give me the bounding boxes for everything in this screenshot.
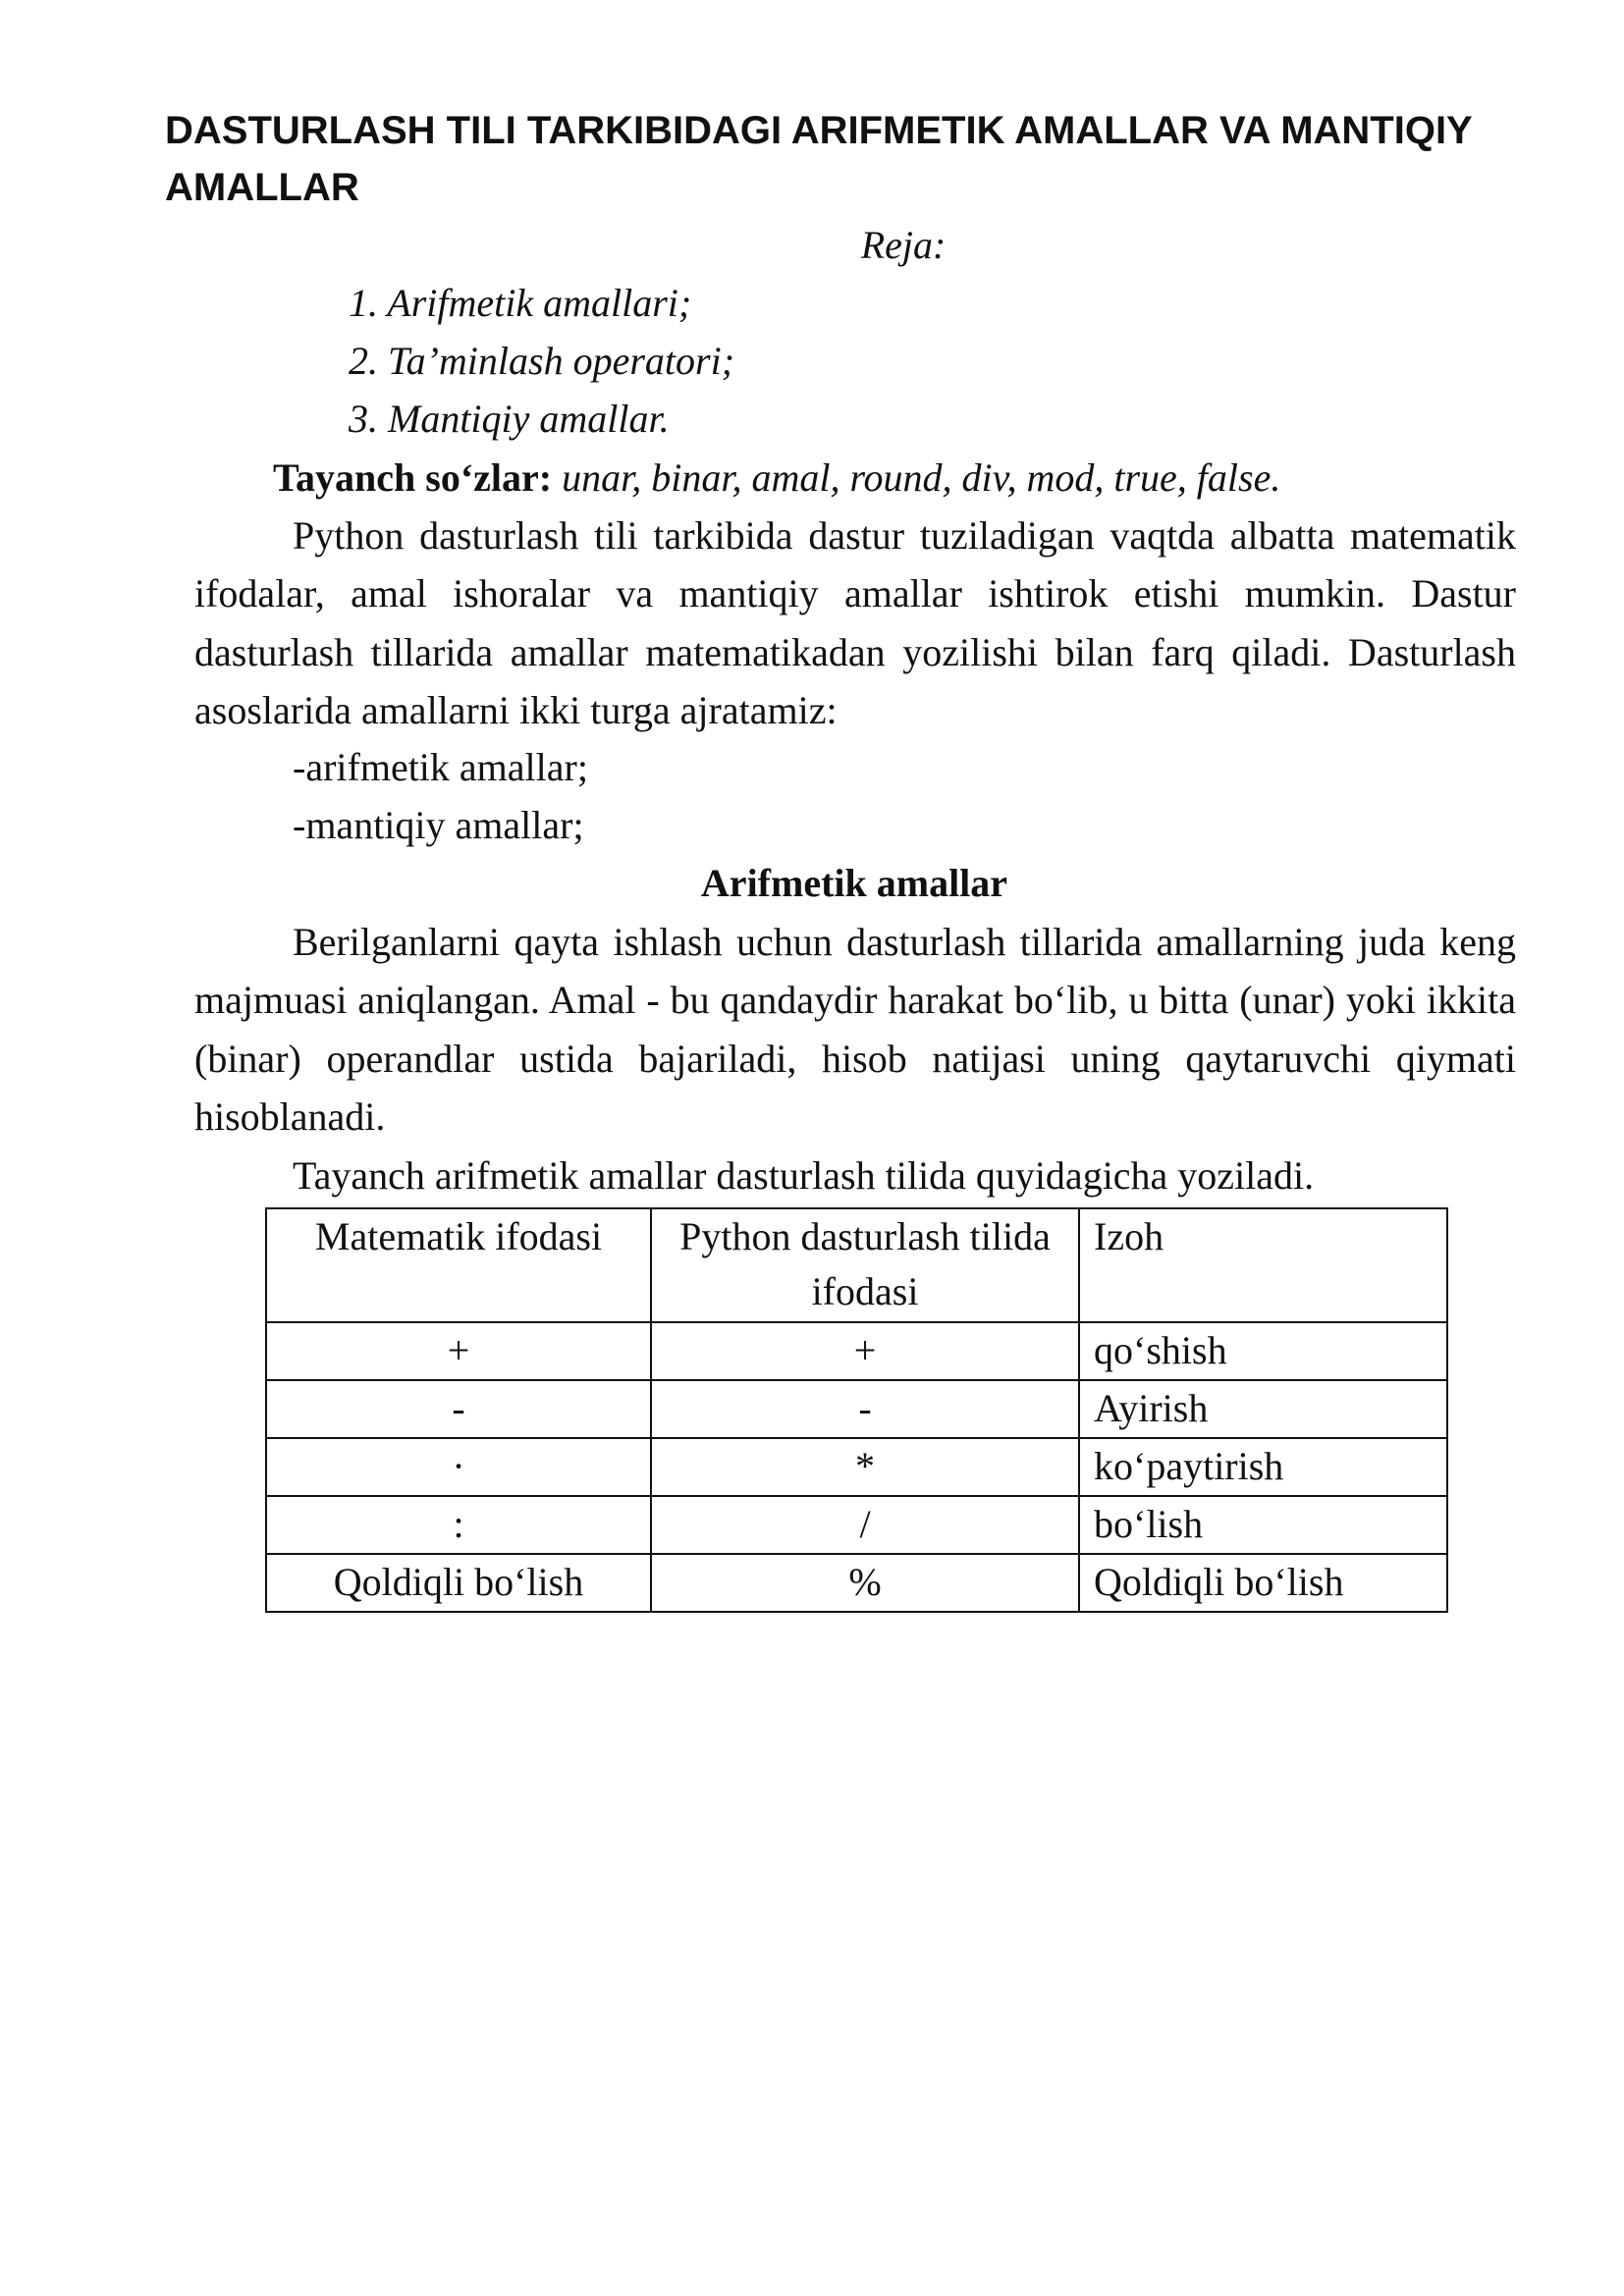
table-cell-python: % bbox=[651, 1554, 1079, 1612]
table-cell-math: + bbox=[266, 1322, 651, 1380]
keywords-list: unar, binar, amal, round, div, mod, true, false. bbox=[552, 455, 1281, 500]
table-cell-note: bo‘lish bbox=[1079, 1496, 1447, 1554]
table-row bbox=[266, 1322, 1447, 1380]
table-cell-python: / bbox=[651, 1496, 1079, 1554]
paragraph-intro: Python dasturlash tili tarkibida dastur tuziladigan vaqtda albatta matematik ifodalar, amal ishoralar va mantiqiy amallar ishtirok etishi mumkin. Dastur dasturlash tillarida amallar matematikadan yozilishi bilan farq qiladi. Dasturlash asoslarida amallarni ikki turga ajratamiz: bbox=[194, 513, 1516, 732]
table-cell-note: ko‘paytirish bbox=[1079, 1438, 1447, 1496]
table-cell-math: : bbox=[266, 1496, 651, 1554]
dash-item-arithmetic: -arifmetik amallar; bbox=[293, 745, 588, 789]
table-intro: Tayanch arifmetik amallar dasturlash tilida quyidagicha yoziladi. bbox=[293, 1153, 1315, 1198]
table-row bbox=[266, 1496, 1447, 1554]
table-row bbox=[266, 1380, 1447, 1438]
keywords-line bbox=[273, 449, 1280, 507]
table-row bbox=[266, 1554, 1447, 1612]
operators-table bbox=[265, 1207, 1448, 1613]
table-header-row bbox=[266, 1208, 1447, 1322]
table-cell-math: · bbox=[266, 1438, 651, 1496]
table-cell-math: Qoldiqli bo‘lish bbox=[266, 1554, 651, 1612]
table-cell-python: - bbox=[651, 1380, 1079, 1438]
table-cell-python: * bbox=[651, 1438, 1079, 1496]
table-cell-math: - bbox=[266, 1380, 651, 1438]
table-cell-note: Ayirish bbox=[1079, 1380, 1447, 1438]
plan-item-1: 1. Arifmetik amallari; bbox=[349, 281, 692, 325]
document-title: DASTURLASH TILI TARKIBIDAGI ARIFMETIK AMALLAR VA MANTIQIY AMALLAR bbox=[165, 109, 1473, 209]
keywords-label: Tayanch so‘zlar: bbox=[273, 455, 553, 500]
section-heading: Arifmetik amallar bbox=[700, 861, 1008, 905]
table-header-python: Python dasturlash tilida ifodasi bbox=[651, 1208, 1079, 1322]
paragraph-operations: Berilganlarni qayta ishlash uchun dasturlash tillarida amallarning juda keng majmuasi aniqlangan. Amal - bu qandaydir harakat bo‘lib, u bitta (unar) yoki ikkita (binar) operandlar ustida bajariladi, hisob natijasi uning qaytaruvchi qiymati hisoblanadi. bbox=[194, 920, 1516, 1139]
table-row bbox=[266, 1438, 1447, 1496]
table-header-math: Matematik ifodasi bbox=[266, 1208, 651, 1322]
plan-item-3: 3. Mantiqiy amallar. bbox=[349, 397, 670, 441]
table-cell-python: + bbox=[651, 1322, 1079, 1380]
plan-heading: Reja: bbox=[860, 223, 947, 267]
dash-item-logical: -mantiqiy amallar; bbox=[293, 803, 584, 847]
table-cell-note: qo‘shish bbox=[1079, 1322, 1447, 1380]
plan-item-2: 2. Ta’minlash operatori; bbox=[349, 339, 735, 383]
table-cell-note: Qoldiqli bo‘lish bbox=[1079, 1554, 1447, 1612]
table-header-note: Izoh bbox=[1079, 1208, 1447, 1322]
